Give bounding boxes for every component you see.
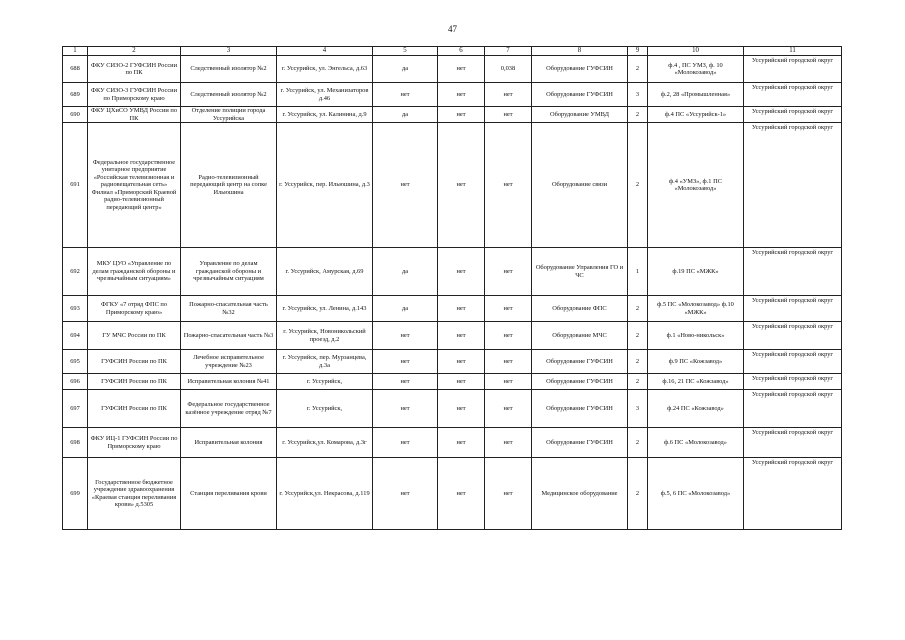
- table-row: [63, 123, 842, 248]
- count-cell: 2: [628, 374, 648, 390]
- row-number: 698: [63, 428, 88, 458]
- owner-cell: Государственное бюджетное учреждение здравоохранения «Краевая станция переливания крови» д.5305: [88, 458, 181, 530]
- flag-cell-5: нет: [373, 322, 438, 350]
- table-row: [63, 428, 842, 458]
- address-cell: г. Уссурийск, Амурская, д.69: [277, 248, 373, 296]
- table-row: [63, 83, 842, 107]
- district-cell: Уссурийский городской округ: [744, 107, 842, 123]
- flag-cell-6: нет: [438, 390, 485, 428]
- power-source-cell: ф.6 ПС «Молокозавод»: [648, 428, 744, 458]
- equipment-cell: Оборудование ГУФСИН: [532, 390, 628, 428]
- column-number-8: 8: [532, 47, 628, 56]
- owner-cell: МКУ ЦУО «Управление по делам гражданской обороны и чрезвычайным ситуациям»: [88, 248, 181, 296]
- table-row: [63, 390, 842, 428]
- district-cell: Уссурийский городской округ: [744, 322, 842, 350]
- district-cell: Уссурийский городской округ: [744, 374, 842, 390]
- column-number-7: 7: [485, 47, 532, 56]
- address-cell: г. Уссурийск, пер. Ильюшина, д.3: [277, 123, 373, 248]
- value-cell-7: нет: [485, 83, 532, 107]
- flag-cell-6: нет: [438, 458, 485, 530]
- address-cell: г. Уссурийск,: [277, 374, 373, 390]
- registry-table: [62, 46, 842, 530]
- flag-cell-6: нет: [438, 374, 485, 390]
- value-cell-7: нет: [485, 350, 532, 374]
- row-number: 693: [63, 296, 88, 322]
- equipment-cell: Оборудование ГУФСИН: [532, 350, 628, 374]
- value-cell-7: нет: [485, 248, 532, 296]
- value-cell-7: нет: [485, 296, 532, 322]
- owner-cell: ГУФСИН России по ПК: [88, 350, 181, 374]
- address-cell: г. Уссурийск, ул. Ленина, д.143: [277, 296, 373, 322]
- flag-cell-5: нет: [373, 83, 438, 107]
- power-source-cell: ф.4 ПС «Уссурийск-1»: [648, 107, 744, 123]
- table-row: [63, 458, 842, 530]
- count-cell: 3: [628, 390, 648, 428]
- flag-cell-5: нет: [373, 123, 438, 248]
- object-cell: Следственный изолятор №2: [181, 83, 277, 107]
- equipment-cell: Оборудование УМВД: [532, 107, 628, 123]
- address-cell: г. Уссурийск, Новоникольский проезд, д.2: [277, 322, 373, 350]
- row-number: 690: [63, 107, 88, 123]
- value-cell-7: нет: [485, 107, 532, 123]
- flag-cell-6: нет: [438, 123, 485, 248]
- district-cell: Уссурийский городской округ: [744, 56, 842, 83]
- flag-cell-6: нет: [438, 350, 485, 374]
- count-cell: 2: [628, 296, 648, 322]
- district-cell: Уссурийский городской округ: [744, 428, 842, 458]
- district-cell: Уссурийский городской округ: [744, 248, 842, 296]
- row-number: 692: [63, 248, 88, 296]
- object-cell: Станция переливания крови: [181, 458, 277, 530]
- row-number: 699: [63, 458, 88, 530]
- flag-cell-5: да: [373, 248, 438, 296]
- flag-cell-5: да: [373, 107, 438, 123]
- object-cell: Лечебное исправительное учреждение №23: [181, 350, 277, 374]
- district-cell: Уссурийский городской округ: [744, 83, 842, 107]
- address-cell: г. Уссурийск, ул. Механизаторов д.46: [277, 83, 373, 107]
- power-source-cell: ф.4 , ПС УМЗ, ф. 10 «Молокозавод»: [648, 56, 744, 83]
- power-source-cell: ф.24 ПС «Кожзавод»: [648, 390, 744, 428]
- owner-cell: ГУФСИН России по ПК: [88, 390, 181, 428]
- value-cell-7: нет: [485, 322, 532, 350]
- table-body: [63, 56, 842, 530]
- flag-cell-6: нет: [438, 322, 485, 350]
- column-number-9: 9: [628, 47, 648, 56]
- flag-cell-5: нет: [373, 458, 438, 530]
- flag-cell-6: нет: [438, 83, 485, 107]
- table-row: [63, 322, 842, 350]
- column-number-11: 11: [744, 47, 842, 56]
- district-cell: Уссурийский городской округ: [744, 123, 842, 248]
- value-cell-7: нет: [485, 390, 532, 428]
- row-number: 694: [63, 322, 88, 350]
- object-cell: Исправительная колония №41: [181, 374, 277, 390]
- equipment-cell: Медицинское оборудование: [532, 458, 628, 530]
- power-source-cell: ф.16, 21 ПС «Кожзавод»: [648, 374, 744, 390]
- table-row: [63, 107, 842, 123]
- power-source-cell: ф.1 «Ново-никольск»: [648, 322, 744, 350]
- count-cell: 3: [628, 83, 648, 107]
- owner-cell: ФГКУ «7 отряд ФПС по Приморскому краю»: [88, 296, 181, 322]
- flag-cell-5: да: [373, 56, 438, 83]
- power-source-cell: ф.5, 6 ПС «Молокозавод»: [648, 458, 744, 530]
- count-cell: 2: [628, 350, 648, 374]
- table-row: [63, 296, 842, 322]
- count-cell: 2: [628, 458, 648, 530]
- equipment-cell: Оборудование ГУФСИН: [532, 374, 628, 390]
- district-cell: Уссурийский городской округ: [744, 296, 842, 322]
- flag-cell-6: нет: [438, 248, 485, 296]
- value-cell-7: нет: [485, 458, 532, 530]
- column-number-5: 5: [373, 47, 438, 56]
- owner-cell: ФКУ ЦХиСО УМВД России по ПК: [88, 107, 181, 123]
- value-cell-7: нет: [485, 123, 532, 248]
- flag-cell-6: нет: [438, 107, 485, 123]
- count-cell: 2: [628, 123, 648, 248]
- power-source-cell: ф.4 «УМЗ», ф.1 ПС «Молокозавод»: [648, 123, 744, 248]
- object-cell: Исправительная колония: [181, 428, 277, 458]
- owner-cell: Федеральное государственное унитарное предприятие «Российская телевизионная и радиовещательная сеть» Филиал «Приморский Краевой радио-телевизионный передающий центр»: [88, 123, 181, 248]
- address-cell: г. Уссурийск,ул. Некрасова, д.119: [277, 458, 373, 530]
- equipment-cell: Оборудование Управления ГО и ЧС: [532, 248, 628, 296]
- district-cell: Уссурийский городской округ: [744, 390, 842, 428]
- table-row: [63, 56, 842, 83]
- object-cell: Управление по делам гражданской обороны и чрезвычайным ситуациям: [181, 248, 277, 296]
- row-number: 691: [63, 123, 88, 248]
- address-cell: г. Уссурийск,ул. Комарова, д.3г: [277, 428, 373, 458]
- count-cell: 2: [628, 107, 648, 123]
- district-cell: Уссурийский городской округ: [744, 350, 842, 374]
- object-cell: Федеральное государственное казённое учреждение отряд №7: [181, 390, 277, 428]
- flag-cell-5: да: [373, 296, 438, 322]
- equipment-cell: Оборудование ГУФСИН: [532, 56, 628, 83]
- owner-cell: ГУ МЧС России по ПК: [88, 322, 181, 350]
- object-cell: Пожарно-спасательная часть №3: [181, 322, 277, 350]
- address-cell: г. Уссурийск, пер. Мурзанцева, д.3а: [277, 350, 373, 374]
- district-cell: Уссурийский городской округ: [744, 458, 842, 530]
- power-source-cell: ф.5 ПС «Молокозавод» ф.10 «МЖК»: [648, 296, 744, 322]
- owner-cell: ГУФСИН России по ПК: [88, 374, 181, 390]
- address-cell: г. Уссурийск,: [277, 390, 373, 428]
- table-row: [63, 374, 842, 390]
- flag-cell-6: нет: [438, 296, 485, 322]
- flag-cell-5: нет: [373, 350, 438, 374]
- flag-cell-5: нет: [373, 374, 438, 390]
- row-number: 697: [63, 390, 88, 428]
- row-number: 689: [63, 83, 88, 107]
- object-cell: Радио-телевизионный передающий центр на сопке Ильюшина: [181, 123, 277, 248]
- column-number-3: 3: [181, 47, 277, 56]
- address-cell: г. Уссурийск, ул. Энгельса, д.63: [277, 56, 373, 83]
- column-number-4: 4: [277, 47, 373, 56]
- equipment-cell: Оборудование ГУФСИН: [532, 83, 628, 107]
- count-cell: 2: [628, 428, 648, 458]
- power-source-cell: ф.19 ПС «МЖК»: [648, 248, 744, 296]
- row-number: 696: [63, 374, 88, 390]
- column-number-6: 6: [438, 47, 485, 56]
- owner-cell: ФКУ ИЦ-1 ГУФСИН России по Приморскому краю: [88, 428, 181, 458]
- object-cell: Пожарно-спасательная часть №32: [181, 296, 277, 322]
- value-cell-7: нет: [485, 428, 532, 458]
- equipment-cell: Оборудование ГУФСИН: [532, 428, 628, 458]
- flag-cell-5: нет: [373, 428, 438, 458]
- column-number-row: [63, 47, 842, 56]
- owner-cell: ФКУ СИЗО-3 ГУФСИН России по Приморскому краю: [88, 83, 181, 107]
- address-cell: г. Уссурийск, ул. Калинина, д.9: [277, 107, 373, 123]
- flag-cell-6: нет: [438, 56, 485, 83]
- count-cell: 2: [628, 322, 648, 350]
- power-source-cell: ф.9 ПС «Кожзавод»: [648, 350, 744, 374]
- equipment-cell: Оборудование ФПС: [532, 296, 628, 322]
- row-number: 695: [63, 350, 88, 374]
- value-cell-7: 0,038: [485, 56, 532, 83]
- power-source-cell: ф.2, 28 «Промышленная»: [648, 83, 744, 107]
- count-cell: 2: [628, 56, 648, 83]
- table-row: [63, 248, 842, 296]
- row-number: 688: [63, 56, 88, 83]
- count-cell: 1: [628, 248, 648, 296]
- column-number-1: 1: [63, 47, 88, 56]
- page-number: 47: [448, 24, 457, 34]
- object-cell: Следственный изолятор №2: [181, 56, 277, 83]
- object-cell: Отделение полиции города Уссурийска: [181, 107, 277, 123]
- flag-cell-5: нет: [373, 390, 438, 428]
- table-row: [63, 350, 842, 374]
- owner-cell: ФКУ СИЗО-2 ГУФСИН России по ПК: [88, 56, 181, 83]
- column-number-2: 2: [88, 47, 181, 56]
- equipment-cell: Оборудование МЧС: [532, 322, 628, 350]
- value-cell-7: нет: [485, 374, 532, 390]
- flag-cell-6: нет: [438, 428, 485, 458]
- column-number-10: 10: [648, 47, 744, 56]
- equipment-cell: Оборудование связи: [532, 123, 628, 248]
